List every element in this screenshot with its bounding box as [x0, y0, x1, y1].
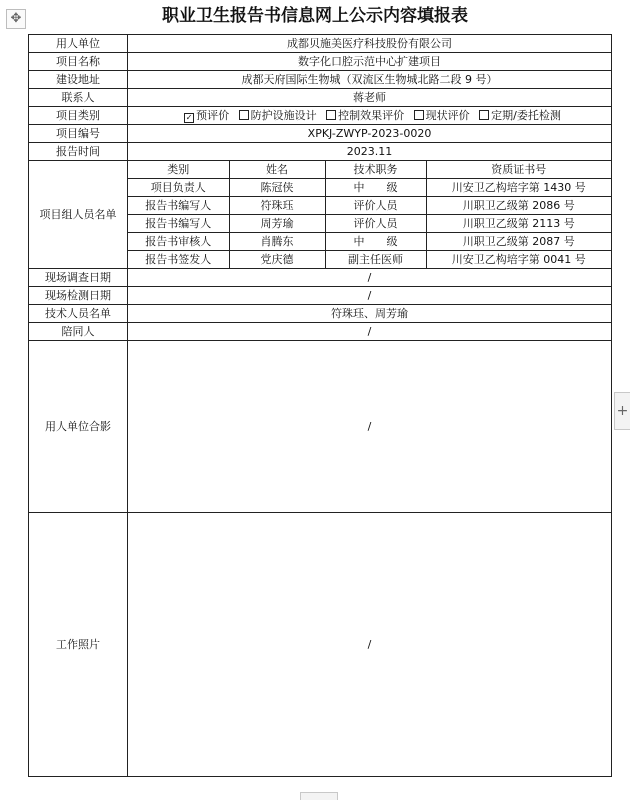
plus-icon[interactable]: + [614, 392, 630, 430]
employer-value[interactable]: 成都贝施美医疗科技股份有限公司 [128, 35, 612, 53]
checkbox-control-effect[interactable] [326, 110, 336, 120]
report-time-value[interactable]: 2023.11 [128, 143, 612, 161]
table-row [29, 513, 612, 777]
survey-date-value[interactable]: / [128, 269, 612, 287]
team-name[interactable]: 肖腾东 [229, 233, 325, 251]
checkbox-preassessment[interactable]: ✓ [185, 112, 193, 122]
table-row [29, 35, 612, 53]
team-name[interactable]: 周芳瑜 [229, 215, 325, 233]
field-label: 项目名称 [29, 53, 128, 71]
team-header: 姓名 [229, 161, 325, 179]
category-label: 定期/委托检测 [491, 108, 561, 122]
category-label: 防护设施设计 [250, 108, 317, 122]
team-title[interactable]: 中 级 [325, 179, 426, 197]
tech-staff-value[interactable]: 符珠珏、周芳瑜 [128, 305, 612, 323]
field-label: 报告时间 [29, 143, 128, 161]
category-options [128, 107, 612, 125]
team-cert[interactable]: 川职卫乙级第 2087 号 [426, 233, 611, 251]
team-title[interactable]: 评价人员 [325, 197, 426, 215]
table-row [29, 89, 612, 107]
checkbox-status-assessment[interactable] [414, 110, 424, 120]
team-role[interactable]: 报告书编写人 [128, 215, 229, 233]
field-label: 技术人员名单 [29, 305, 128, 323]
team-title[interactable]: 中 级 [325, 233, 426, 251]
field-label: 项目组人员名单 [29, 161, 128, 269]
team-header: 资质证书号 [426, 161, 611, 179]
table-row [29, 107, 612, 125]
table-row [29, 305, 612, 323]
work-photo-value[interactable]: / [128, 513, 612, 777]
table-row [29, 269, 612, 287]
team-role[interactable]: 报告书编写人 [128, 197, 229, 215]
address-value[interactable]: 成都天府国际生物城（双流区生物城北路二段 9 号） [128, 71, 612, 89]
team-role[interactable]: 项目负责人 [128, 179, 229, 197]
table-row [29, 323, 612, 341]
field-label: 建设地址 [29, 71, 128, 89]
report-form-table [28, 34, 612, 777]
table-row [29, 125, 612, 143]
table-row [29, 71, 612, 89]
team-header-row [128, 161, 611, 179]
checkbox-periodic-testing[interactable] [479, 110, 489, 120]
field-label: 现场检测日期 [29, 287, 128, 305]
team-table [128, 161, 611, 268]
team-role[interactable]: 报告书签发人 [128, 251, 229, 269]
table-row [29, 287, 612, 305]
table-row [29, 341, 612, 513]
project-name-value[interactable]: 数字化口腔示范中心扩建项目 [128, 53, 612, 71]
field-label: 工作照片 [29, 513, 128, 777]
team-cert[interactable]: 川职卫乙级第 2086 号 [426, 197, 611, 215]
category-label: 现状评价 [425, 108, 470, 122]
team-cert[interactable]: 川安卫乙构培字第 0041 号 [451, 252, 586, 266]
group-photo-value[interactable]: / [128, 341, 612, 513]
table-move-icon[interactable]: ✥ [6, 9, 26, 29]
team-row [128, 251, 611, 269]
field-label: 用人单位 [29, 35, 128, 53]
field-label: 联系人 [29, 89, 128, 107]
test-date-value[interactable]: / [128, 287, 612, 305]
companion-value[interactable]: / [128, 323, 612, 341]
table-row [29, 53, 612, 71]
team-role[interactable]: 报告书审核人 [128, 233, 229, 251]
field-label: 用人单位合影 [29, 341, 128, 513]
team-header: 类别 [128, 161, 229, 179]
team-name[interactable]: 陈冠侠 [229, 179, 325, 197]
checkbox-protection-design[interactable] [239, 110, 249, 120]
team-row [128, 179, 611, 197]
field-label: 现场调查日期 [29, 269, 128, 287]
team-cert[interactable]: 川职卫乙级第 2113 号 [426, 215, 611, 233]
team-row [128, 215, 611, 233]
add-row-handle[interactable] [300, 792, 338, 800]
team-title[interactable]: 评价人员 [325, 215, 426, 233]
field-label: 项目编号 [29, 125, 128, 143]
project-no-value[interactable]: XPKJ-ZWYP-2023-0020 [128, 125, 612, 143]
team-cert[interactable]: 川安卫乙构培字第 1430 号 [426, 179, 611, 197]
team-row [128, 197, 611, 215]
page-title: 职业卫生报告书信息网上公示内容填报表 [162, 6, 468, 26]
team-cell [128, 161, 612, 269]
category-label: 控制效果评价 [338, 108, 405, 122]
contact-value[interactable]: 蒋老师 [128, 89, 612, 107]
field-label: 项目类别 [29, 107, 128, 125]
table-row [29, 161, 612, 269]
table-row [29, 143, 612, 161]
team-row [128, 233, 611, 251]
category-label: 预评价 [196, 108, 230, 122]
team-title[interactable]: 副主任医师 [325, 251, 426, 269]
field-label: 陪同人 [29, 323, 128, 341]
team-name[interactable]: 符珠珏 [229, 197, 325, 215]
team-name[interactable]: 党庆德 [229, 251, 325, 269]
team-header: 技术职务 [325, 161, 426, 179]
